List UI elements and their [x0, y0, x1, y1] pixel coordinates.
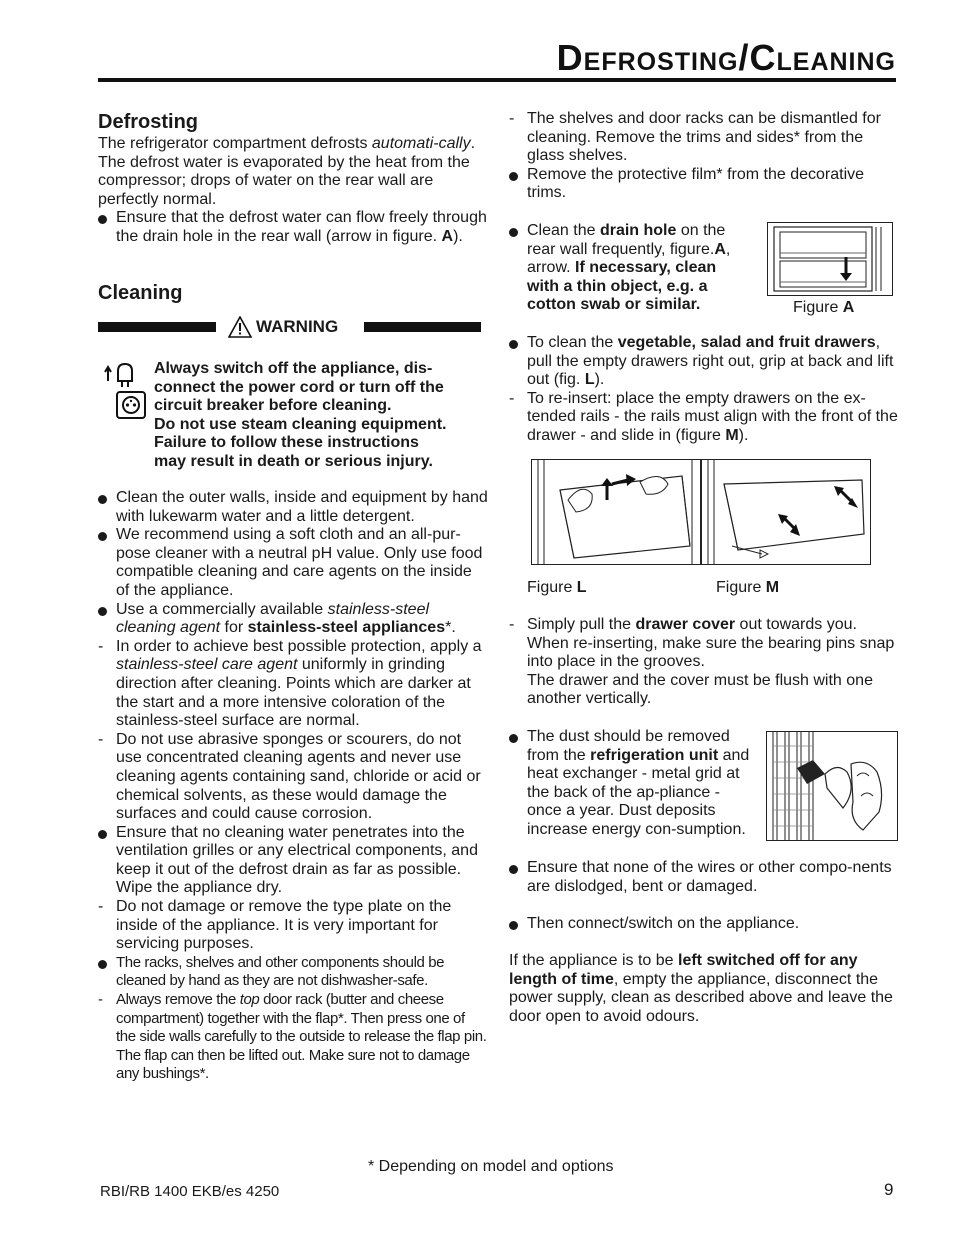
cleaning-heading: Cleaning: [98, 282, 183, 304]
list-item: - Do not damage or remove the type plate on the inside of the appliance. It is very important for servicing purposes.: [98, 898, 452, 953]
list-item: Ensure that none of the wires or other compo-nents are dislodged, bent or damaged.: [509, 859, 901, 896]
list-item: The racks, shelves and other components should be cleaned by hand as they are not dishwasher-safe.: [98, 954, 488, 991]
figure-l-caption: Figure L: [527, 579, 587, 596]
list-item: To clean the vegetable, salad and fruit drawers, pull the empty drawers right out, grip at back and lift out (fig. L).: [509, 334, 901, 390]
bullet-icon: [98, 960, 107, 969]
list-item: The dust should be removed from the refrigeration unit and heat exchanger - metal grid at the back of the ap-pliance - once a year. Dust deposits increase energy con-sumption.: [509, 728, 757, 840]
list-item: - Always remove the top door rack (butter and cheese compartment) together with the flap*. Then press one of the side walls carefully to the outside to release the flap pin. The flap can then be lifted out. Make sure not to damage any bushings*.: [98, 991, 487, 1083]
defrosting-intro: The refrigerator compartment defrosts automati-cally. The defrost water is evaporated by the heat from the compressor; drops of water on the rear wall are perfectly normal.: [98, 135, 476, 208]
bullet-icon: [509, 921, 518, 930]
bullet-icon: [98, 215, 107, 224]
defrosting-heading: Defrosting: [98, 111, 198, 133]
warning-bar-left: [98, 322, 216, 332]
bullet-icon: [98, 830, 107, 839]
bullet-icon: [509, 734, 518, 743]
figure-dust-image: [766, 731, 898, 841]
list-item: Clean the outer walls, inside and equipment by hand with lukewarm water and a little detergent.: [98, 489, 488, 526]
drain-hole-item: [509, 222, 745, 315]
bullet-icon: [509, 865, 518, 874]
bullet-icon: [509, 340, 518, 349]
bullet-icon: [98, 532, 107, 541]
list-item: Then connect/switch on the appliance.: [509, 915, 901, 934]
list-item: We recommend using a soft cloth and an all-pur-pose cleaner with a neutral pH value. Only use food compatible cleaning and care agents on the inside of the appliance.: [98, 526, 488, 600]
dust-item: [509, 728, 757, 840]
list-item: Clean the drain hole on the rear wall frequently, figure.A, arrow. If necessary, clean with a thin object, e.g. a cotton swab or similar.: [509, 222, 745, 315]
switched-off-paragraph: If the appliance is to be left switched off for any length of time, empty the appliance, disconnect the power supply, clean as described above and leave the door open to avoid odours.: [509, 952, 893, 1025]
bullet-icon: [98, 607, 107, 616]
warning-label: WARNING: [228, 316, 338, 338]
unplug-icon: [104, 361, 148, 421]
figure-a-caption: Figure A: [793, 299, 855, 316]
bullet-icon: [98, 495, 107, 504]
connect-item: [509, 915, 901, 934]
list-item: - To re-insert: place the empty drawers on the ex-tended rails - the rails must align with the front of the drawer - and slide in (figure M).: [509, 389, 898, 444]
list-item: Ensure that no cleaning water penetrates into the ventilation grilles or any electrical components, and keep it out of the defrost drain as far as possible. Wipe the appliance dry.: [98, 824, 488, 898]
list-item: Remove the protective film* from the decorative trims.: [509, 166, 901, 203]
warning-triangle-icon: [228, 316, 252, 338]
list-item: - The shelves and door racks can be dismantled for cleaning. Remove the trims and sides* from the glass shelves.: [509, 110, 881, 165]
wires-item: [509, 859, 901, 896]
warning-bar-right: [364, 322, 481, 332]
defrosting-section: [98, 111, 488, 247]
figure-l-image: [531, 459, 701, 565]
title-rule: [98, 78, 896, 82]
bullet-icon: [509, 228, 518, 237]
drawers-list: [509, 334, 901, 446]
drawer-cover-item: [509, 616, 901, 709]
list-item: - Simply pull the drawer cover out towards you. When re-inserting, make sure the bearing pins snap into place in the grooves. The drawer and the cover must be flush with one another vertically.: [509, 616, 895, 708]
page-title: Defrosting/Cleaning: [556, 37, 896, 78]
figure-m-caption: Figure M: [716, 579, 780, 596]
list-item: - Do not use abrasive sponges or scourers, do not use concentrated cleaning agents and never use cleaning agents containing sand, chloride or acid or chemical solvents, as these would damage the surfaces and could cause corrosion.: [98, 730, 481, 823]
list-item: Use a commercially available stainless-steel cleaning agent for stainless-steel appliances*.: [98, 601, 488, 638]
right-top-list: [509, 110, 901, 203]
list-item: Ensure that the defrost water can flow freely through the drain hole in the rear wall (arrow in figure. A).: [98, 209, 488, 246]
page-number: 9: [884, 1180, 894, 1199]
cleaning-list: [98, 489, 488, 1084]
figure-a-image: [767, 222, 893, 296]
figure-m-image: [701, 459, 871, 565]
warning-text: Always switch off the appliance, dis- connect the power cord or turn off the circuit breaker before cleaning. Do not use steam cleaning equipment. Failure to follow these instructions may result in death or serious injury.: [154, 360, 447, 470]
list-item: - In order to achieve best possible protection, apply a stainless-steel care agent uniformly in grinding direction after cleaning. Points which are darker at the start and a more intensive coloration of the stainless-steel surface are normal.: [98, 637, 482, 730]
model-number: RBI/RB 1400 EKB/es 4250: [100, 1183, 280, 1200]
bullet-icon: [509, 172, 518, 181]
footnote: * Depending on model and options: [368, 1158, 614, 1175]
